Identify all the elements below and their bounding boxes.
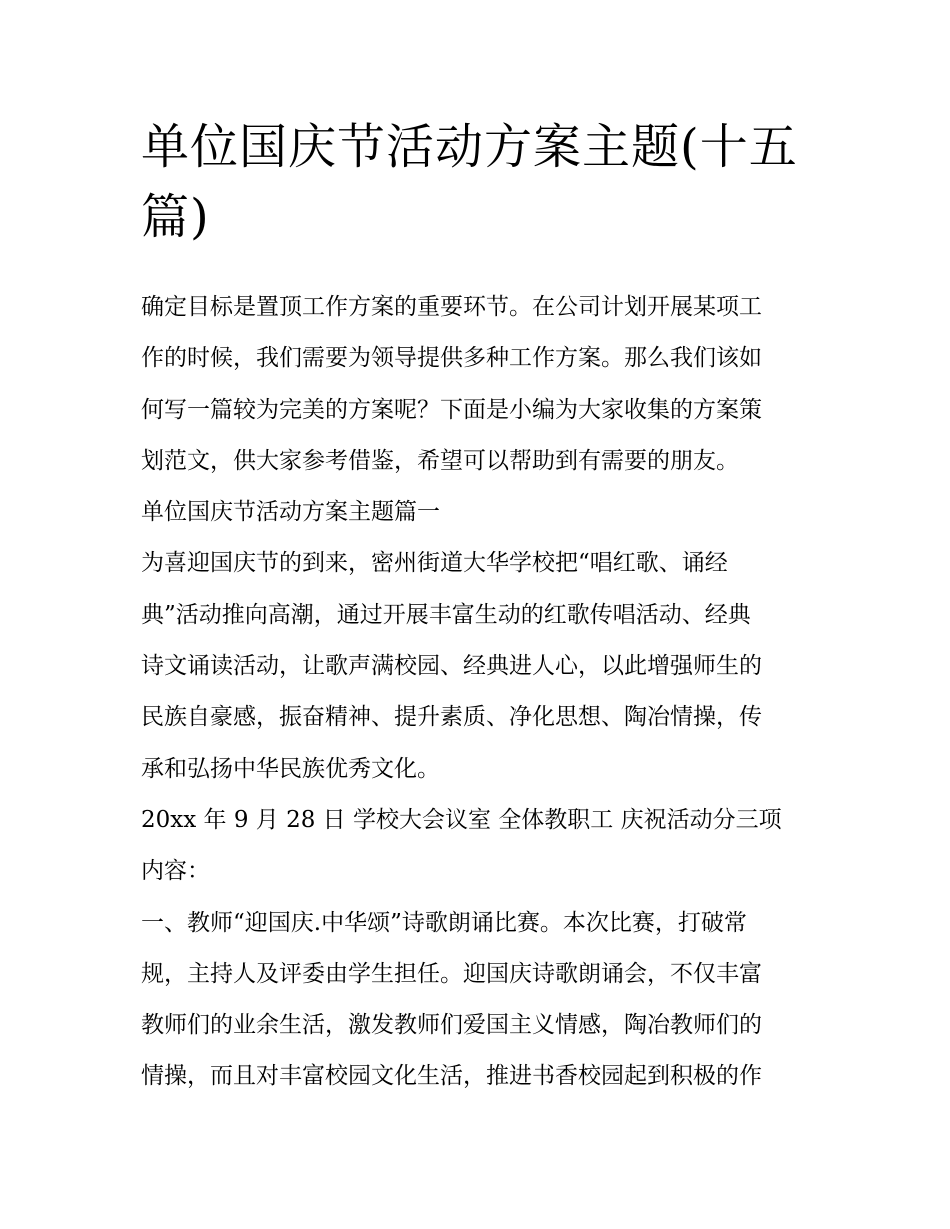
text-line: 诗文诵读活动，让歌声满校园、经典进人心，以此增强师生的 [141,653,762,680]
text-line: 规，主持人及评委由学生担任。迎国庆诗歌朗诵会，不仅丰富 [141,960,762,987]
text-line: 划范文，供大家参考借鉴，希望可以帮助到有需要的朋友。 [141,447,739,474]
body-paragraph [141,898,813,1103]
text-line: 民族自豪感，振奋精神、提升素质、净化思想、陶冶情操，传 [141,704,762,731]
text-line: 一、教师“迎国庆.中华颂”诗歌朗诵比赛。本次比赛，打破常 [141,909,747,936]
document-title [141,112,813,252]
text-line: 内容： [141,858,210,885]
text-line: 单位国庆节活动方案主题篇一 [141,499,440,526]
section-heading [141,487,813,538]
text-line: 情操，而且对丰富校园文化生活，推进书香校园起到积极的作 [141,1063,762,1090]
text-line: 为喜迎国庆节的到来，密州街道大华学校把“唱红歌、诵经 [141,550,728,577]
document-content [141,282,813,1103]
title-line: 篇) [141,189,210,245]
text-line: 承和弘扬中华民族优秀文化。 [141,755,440,782]
event-info-paragraph [141,795,813,898]
text-line: 作的时候，我们需要为领导提供多种工作方案。那么我们该如 [141,345,762,372]
body-paragraph [141,538,813,794]
text-line: 何写一篇较为完美的方案呢？下面是小编为大家收集的方案策 [141,396,762,423]
intro-paragraph [141,282,813,487]
text-line: 典”活动推向高潮，通过开展丰富生动的红歌传唱活动、经典 [141,601,751,628]
text-line: 确定目标是置顶工作方案的重要环节。在公司计划开展某项工 [141,294,762,320]
text-line: 教师们的业余生活，激发教师们爱国主义情感，陶冶教师们的 [141,1012,762,1039]
text-line: 20xx 年 9 月 28 日 学校大会议室 全体教职工 庆祝活动分三项 [141,806,782,833]
document-body [141,112,813,1103]
title-line: 单位国庆节活动方案主题(十五 [141,119,798,175]
